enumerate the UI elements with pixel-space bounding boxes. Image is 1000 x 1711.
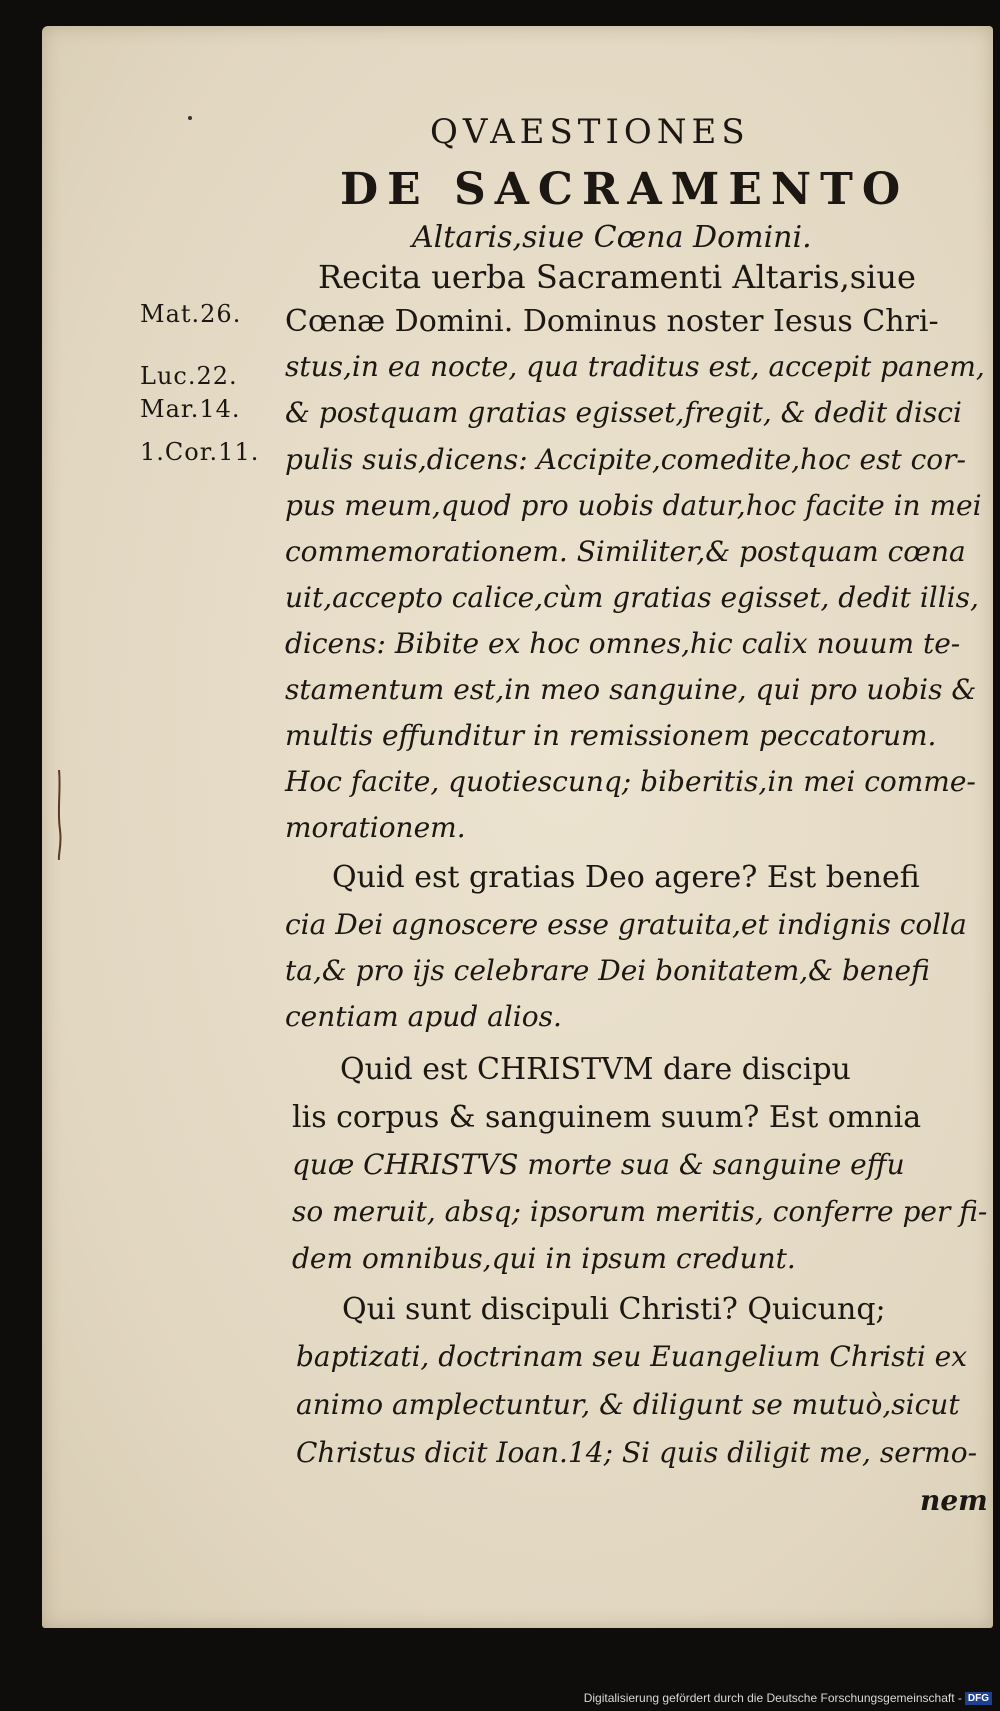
text-line: animo amplectuntur, & diligunt se mutuò,sicut — [296, 1388, 960, 1421]
text-line: Christus dicit Ioan.14; Si quis diligit me, sermo- — [296, 1436, 978, 1469]
digitization-credit — [584, 1691, 992, 1705]
margin-ref-mat: Mat.26. — [140, 300, 242, 328]
margin-ref-mar: Mar.14. — [140, 395, 241, 423]
binding-thread-mark — [55, 770, 63, 860]
title-line-1: QVAESTIONES — [430, 112, 750, 152]
text-line: lis corpus & sanguinem suum? Est omnia — [292, 1100, 922, 1135]
question-2: Quid est CHRISTVM dare discipu — [340, 1052, 851, 1087]
text-line: commemorationem. Similiter,& postquam cœna — [285, 535, 966, 568]
question-1: Quid est gratias Deo agere? Est benefi — [332, 860, 920, 895]
catchword: nem — [920, 1484, 988, 1517]
text-line: uit,accepto calice,cùm gratias egisset, dedit illis, — [285, 581, 979, 614]
text-line: centiam apud alios. — [285, 1000, 562, 1033]
question-3: Qui sunt discipuli Christi? Quicunq; — [342, 1292, 886, 1327]
text-line: quæ CHRISTVS morte sua & sanguine effu — [292, 1148, 905, 1181]
dfg-logo: DFG — [965, 1692, 992, 1705]
text-line: morationem. — [285, 811, 466, 844]
text-line: stus,in ea nocte, qua traditus est, accepit panem, — [285, 350, 985, 383]
margin-ref-luc: Luc.22. — [140, 362, 238, 390]
text-line: Recita uerba Sacramenti Altaris,siue — [318, 258, 916, 296]
text-line: ta,& pro ijs celebrare Dei bonitatem,& benefi — [285, 954, 930, 987]
margin-ref-cor: 1.Cor.11. — [140, 438, 260, 466]
text-line: cia Dei agnoscere esse gratuita,et indignis colla — [285, 908, 967, 941]
text-line: & postquam gratias egisset,fregit, & dedit disci — [285, 396, 962, 429]
text-line: stamentum est,in meo sanguine, qui pro uobis & — [285, 673, 977, 706]
text-line: Cœnæ Domini. Dominus noster Iesus Chri- — [285, 304, 939, 339]
footer-text: Digitalisierung gefördert durch die Deutsche Forschungsgemeinschaft - — [583, 1690, 962, 1705]
text-line: so meruit, absq; ipsorum meritis, conferre per fi- — [292, 1195, 988, 1228]
title-line-3: Altaris,siue Cœna Domini. — [412, 220, 812, 255]
ink-speck — [188, 116, 192, 120]
text-line: pulis suis,dicens: Accipite,comedite,hoc est cor- — [285, 443, 966, 476]
text-line: pus meum,quod pro uobis datur,hoc facite in mei — [285, 489, 982, 522]
text-line: baptizati, doctrinam seu Euangelium Christi ex — [296, 1340, 968, 1373]
text-line: multis effunditur in remissionem peccatorum. — [285, 719, 937, 752]
text-line: Hoc facite, quotiescunq; biberitis,in mei comme- — [285, 765, 976, 798]
title-line-2: DE SACRAMENTO — [340, 164, 910, 215]
text-line: dicens: Bibite ex hoc omnes,hic calix nouum te- — [285, 627, 961, 660]
text-line: dem omnibus,qui in ipsum credunt. — [292, 1242, 796, 1275]
